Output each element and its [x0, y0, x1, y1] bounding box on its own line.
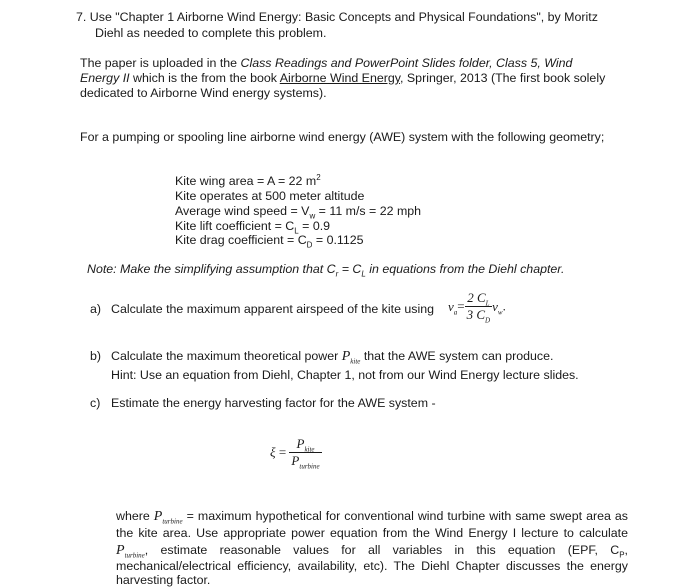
p-kite-sub: kite	[350, 357, 361, 366]
harvesting-factor-equation	[270, 436, 322, 469]
p-turbine-sub: turbine	[124, 551, 145, 560]
param-altitude: Kite operates at 500 meter altitude	[175, 189, 365, 203]
p-turbine-symbol: P	[153, 509, 163, 524]
cp-sub: P	[619, 550, 625, 560]
problem-intro-line-2: Diehl as needed to complete this problem.	[95, 26, 327, 40]
system-intro: For a pumping or spooling line airborne wind energy (AWE) system with the following geometry;	[80, 130, 605, 144]
part-a-text: Calculate the maximum apparent airspeed of the kite using	[111, 302, 435, 316]
param-text: = 11 m/s = 22 mph	[315, 204, 422, 218]
harvest-den-p: P	[291, 453, 300, 468]
eq-fraction	[465, 290, 492, 323]
note-text: = C	[338, 262, 362, 276]
where-line-2: the kite area. Use appropriate power equation from the Wind Energy I lecture to calculate	[116, 526, 628, 540]
paper-info-line-2	[80, 71, 605, 86]
folder-name: Class Readings and PowerPoint Slides folder, Class 5, Wind	[240, 56, 573, 70]
harvest-num-p: P	[296, 436, 305, 451]
eq-sub: a	[453, 308, 458, 317]
paper-info-text: which is the from the book	[129, 71, 280, 85]
eq-vw	[492, 298, 503, 317]
p-turbine-symbol: P	[116, 543, 125, 558]
harvest-den-sub: turbine	[299, 462, 320, 471]
harvest-num-sub: kite	[304, 445, 315, 454]
part-b-hint: Hint: Use an equation from Diehl, Chapter 1, not from our Wind Energy lecture slides.	[111, 368, 579, 382]
class-name: Energy II	[80, 71, 130, 85]
param-text: Kite wing area = A = 22 m	[175, 174, 317, 188]
part-a-label: a)	[90, 302, 102, 316]
xi-symbol: ξ	[270, 444, 276, 460]
eq-numerator	[465, 290, 492, 307]
param-wing-area	[175, 174, 321, 189]
where-text: , estimate reasonable values for all variables in this equation (EPF, C	[144, 543, 620, 557]
eq-va	[448, 298, 458, 317]
eq-num-text: 2 C	[467, 290, 486, 305]
part-c-text: Estimate the energy harvesting factor for the AWE system -	[111, 396, 436, 410]
note-sub: r	[335, 269, 339, 279]
eq-den-text: 3 C	[466, 307, 486, 322]
param-sub: L	[294, 226, 299, 236]
paper-info-line-3: dedicated to Airborne Wind energy systems).	[80, 86, 327, 100]
harvest-denominator	[289, 453, 321, 469]
eq-equals: =	[457, 298, 465, 314]
where-line-1	[116, 508, 628, 525]
eq-sub: L	[485, 299, 490, 308]
eq-symbol: v	[492, 298, 498, 314]
param-wind-speed	[175, 204, 421, 219]
eq-period: .	[502, 298, 506, 314]
paper-info-line-1	[80, 56, 572, 71]
paper-info-text: , Springer, 2013 (The first book solely	[400, 71, 606, 85]
problem-intro-text: Use "Chapter 1 Airborne Wind Energy: Basic Concepts and Physical Foundations", by Moritz	[89, 10, 598, 24]
param-sub: D	[306, 240, 313, 250]
param-text: Kite lift coefficient = C	[175, 219, 295, 233]
where-text: ,	[624, 543, 628, 557]
eq-sub: w	[497, 308, 503, 317]
harvest-fraction	[289, 436, 321, 469]
where-line-3	[116, 542, 628, 559]
param-text: Kite drag coefficient = C	[175, 233, 307, 247]
note-sub: L	[361, 269, 366, 279]
eq-sub: D	[485, 316, 491, 325]
param-sup: 2	[316, 172, 321, 182]
book-title-link[interactable]: Airborne Wind Energy	[279, 71, 401, 85]
param-sub: w	[309, 211, 316, 221]
param-drag-coefficient	[175, 233, 364, 248]
where-text: where	[116, 509, 150, 523]
problem-intro-line-1	[76, 10, 598, 25]
p-turbine-sub: turbine	[162, 517, 183, 526]
simplifying-note	[87, 262, 564, 277]
eq-denominator	[465, 307, 492, 323]
part-b-label: b)	[90, 349, 102, 363]
eq-symbol: v	[448, 298, 454, 314]
harvest-numerator	[289, 436, 321, 453]
param-text: Average wind speed = V	[175, 204, 310, 218]
param-text: = 0.9	[298, 219, 331, 233]
param-text: = 0.1125	[312, 233, 364, 247]
note-text: Note: Make the simplifying assumption that C	[87, 262, 336, 276]
p-kite-symbol: P	[341, 349, 351, 364]
note-text: in equations from the Diehl chapter.	[365, 262, 565, 276]
airspeed-equation	[448, 290, 506, 323]
part-b-text-a: Calculate the maximum theoretical power	[111, 349, 342, 363]
part-b-text-b: that the AWE system can produce.	[360, 349, 554, 363]
param-lift-coefficient	[175, 219, 330, 234]
part-c-label: c)	[90, 396, 101, 410]
paper-info-text: The paper is uploaded in the	[80, 56, 241, 70]
where-text: = maximum hypothetical for conventional wind turbine with same swept area as	[186, 509, 628, 523]
where-line-4: mechanical/electrical efficiency, availability, etc). The Diehl Chapter discusses the energy	[116, 559, 628, 573]
where-line-5: harvesting factor.	[116, 573, 211, 587]
part-b-text	[111, 349, 553, 364]
problem-number: 7.	[76, 10, 87, 24]
eq-equals: =	[278, 444, 287, 460]
